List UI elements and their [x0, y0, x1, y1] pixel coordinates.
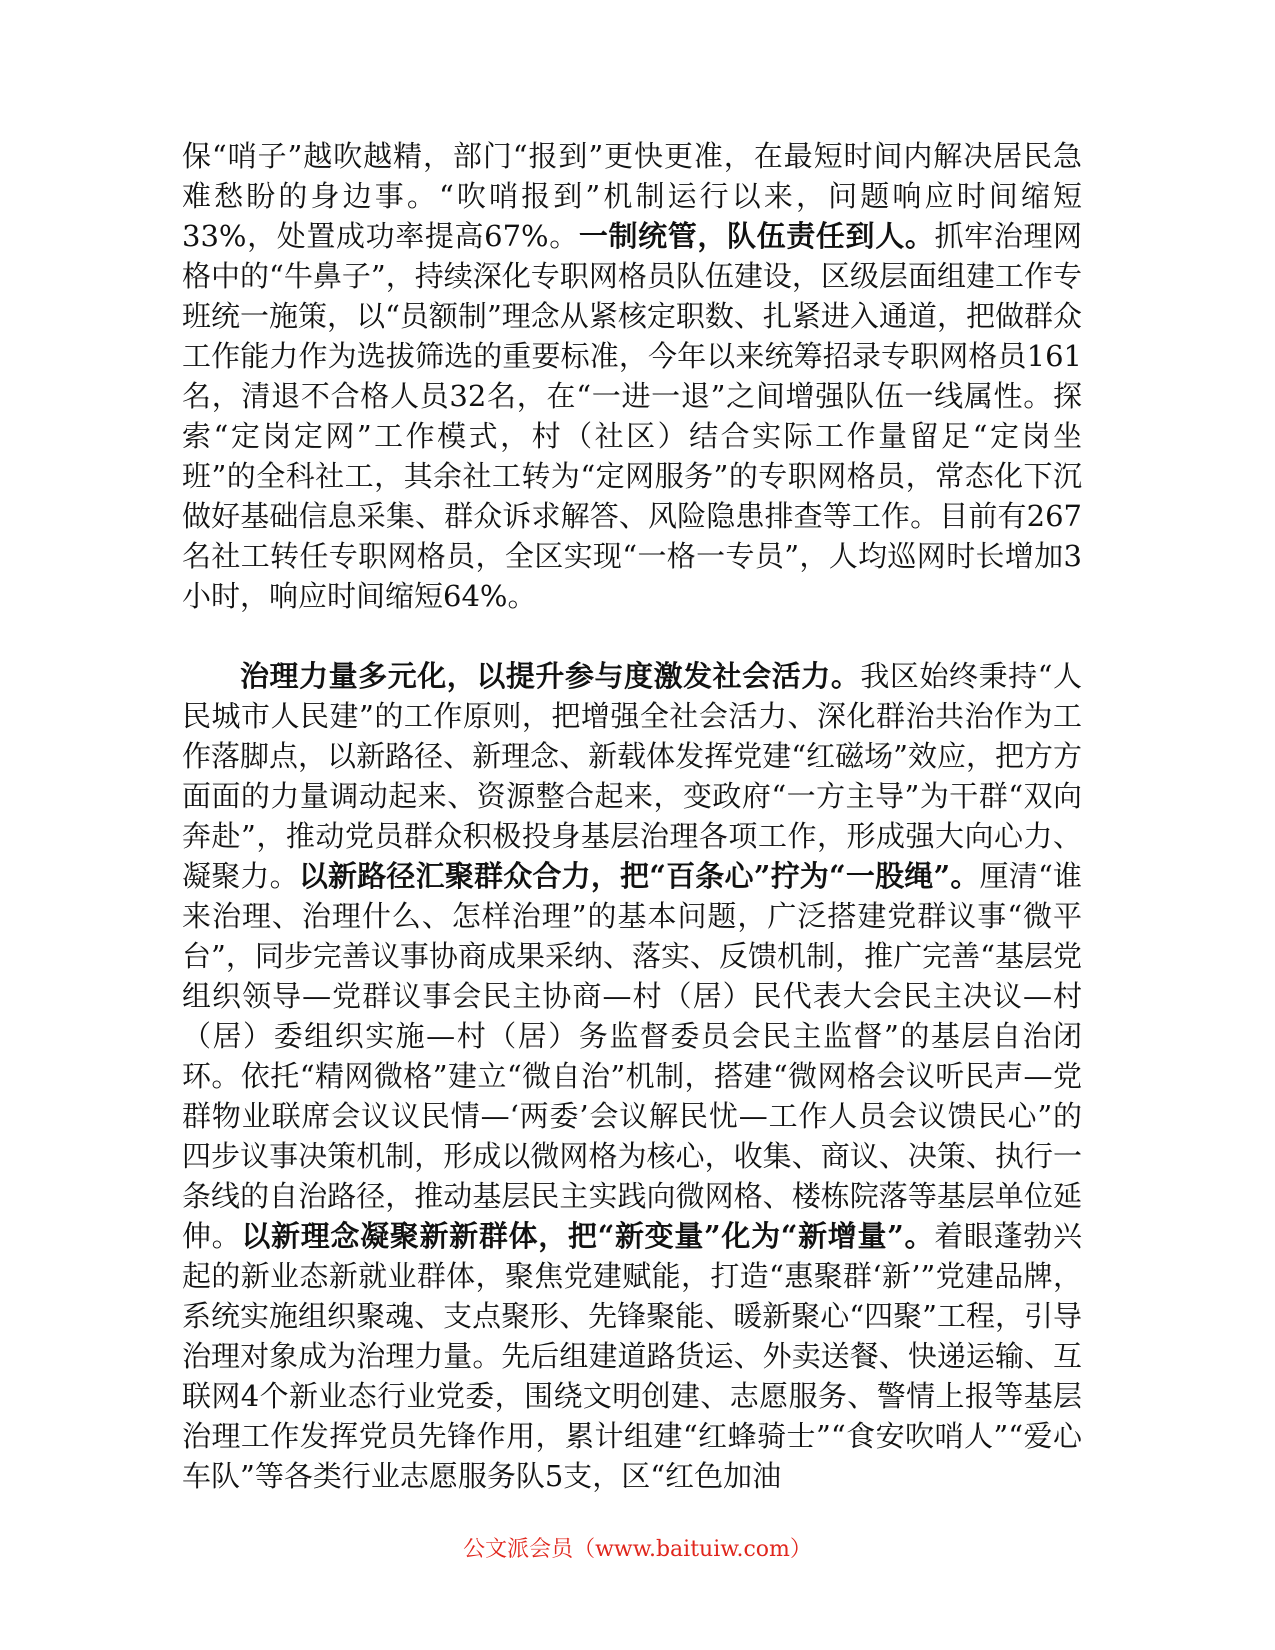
- footer-watermark: 公文派会员（www.baituiw.com）: [463, 1537, 812, 1562]
- paragraph-2: [182, 656, 1082, 1496]
- paragraph-1-text-1: 保“哨子”越吹越精，部门“报到”更快更准，在最短时间内解决居民急难愁盼的身边事。“吹哨报到”机制运行以来，问题响应时间缩短33%，处置成功率提高67%。: [182, 139, 1082, 253]
- paragraph-2-bold-heading-2: 以新路径汇聚群众合力，把“百条心”拧为“一股绳”。: [298, 859, 980, 893]
- paragraph-2-text-1: 我区始终秉持“人民城市人民建”的工作原则，把增强全社会活力、深化群治共治作为工作落脚点，以新路径、新理念、新载体发挥党建“红磁场”效应，把方方面面的力量调动起来、资源整合起来，变政府“一方主导”为干群“双向奔赴”，推动党员群众积极投身基层治理各项工作，形成强大向心力、凝聚力。: [182, 659, 1082, 893]
- paragraph-2-bold-heading-1: 治理力量多元化，以提升参与度激发社会活力。: [240, 659, 861, 693]
- paragraph-2-bold-heading-3: 以新理念凝聚新新群体，把“新变量”化为“新增量”。: [241, 1219, 935, 1253]
- paragraph-2-text-2: 厘清“谁来治理、治理什么、怎样治理”的基本问题，广泛搭建党群议事“微平台”，同步完善议事协商成果采纳、落实、反馈机制，推广完善“基层党组织领导—党群议事会民主协商—村（居）民代表大会民主决议—村（居）委组织实施—村（居）务监督委员会民主监督”的基层自治闭环。依托“精网微格”建立“微自治”机制，搭建“微网格会议听民声—党群物业联席会议议民情—‘两委’会议解民忧—工作人员会议馈民心”的四步议事决策机制，形成以微网格为核心，收集、商议、决策、执行一条线的自治路径，推动基层民主实践向微网格、楼栋院落等基层单位延伸。: [182, 859, 1082, 1253]
- paragraph-1-bold-heading: 一制统管，队伍责任到人。: [578, 219, 935, 253]
- document-body: [182, 136, 1082, 1496]
- paragraph-2-text-3: 着眼蓬勃兴起的新业态新就业群体，聚焦党建赋能，打造“惠聚群‘新’”党建品牌，系统实施组织聚魂、支点聚形、先锋聚能、暖新聚心“四聚”工程，引导治理对象成为治理力量。先后组建道路货运、外卖送餐、快递运输、互联网4个新业态行业党委，围绕文明创建、志愿服务、警情上报等基层治理工作发挥党员先锋作用，累计组建“红蜂骑士”“食安吹哨人”“爱心车队”等各类行业志愿服务队5支，区“红色加油: [182, 1219, 1082, 1493]
- paragraph-1: [182, 136, 1082, 616]
- paragraph-1-text-2: 抓牢治理网格中的“牛鼻子”，持续深化专职网格员队伍建设，区级层面组建工作专班统一施策，以“员额制”理念从紧核定职数、扎紧进入通道，把做群众工作能力作为选拔筛选的重要标准，今年以来统筹招录专职网格员161名，清退不合格人员32名，在“一进一退”之间增强队伍一线属性。探索“定岗定网”工作模式，村（社区）结合实际工作量留足“定岗坐班”的全科社工，其余社工转为“定网服务”的专职网格员，常态化下沉做好基础信息采集、群众诉求解答、风险隐患排查等工作。目前有267名社工转任专职网格员，全区实现“一格一专员”，人均巡网时长增加3小时，响应时间缩短64%。: [182, 219, 1082, 613]
